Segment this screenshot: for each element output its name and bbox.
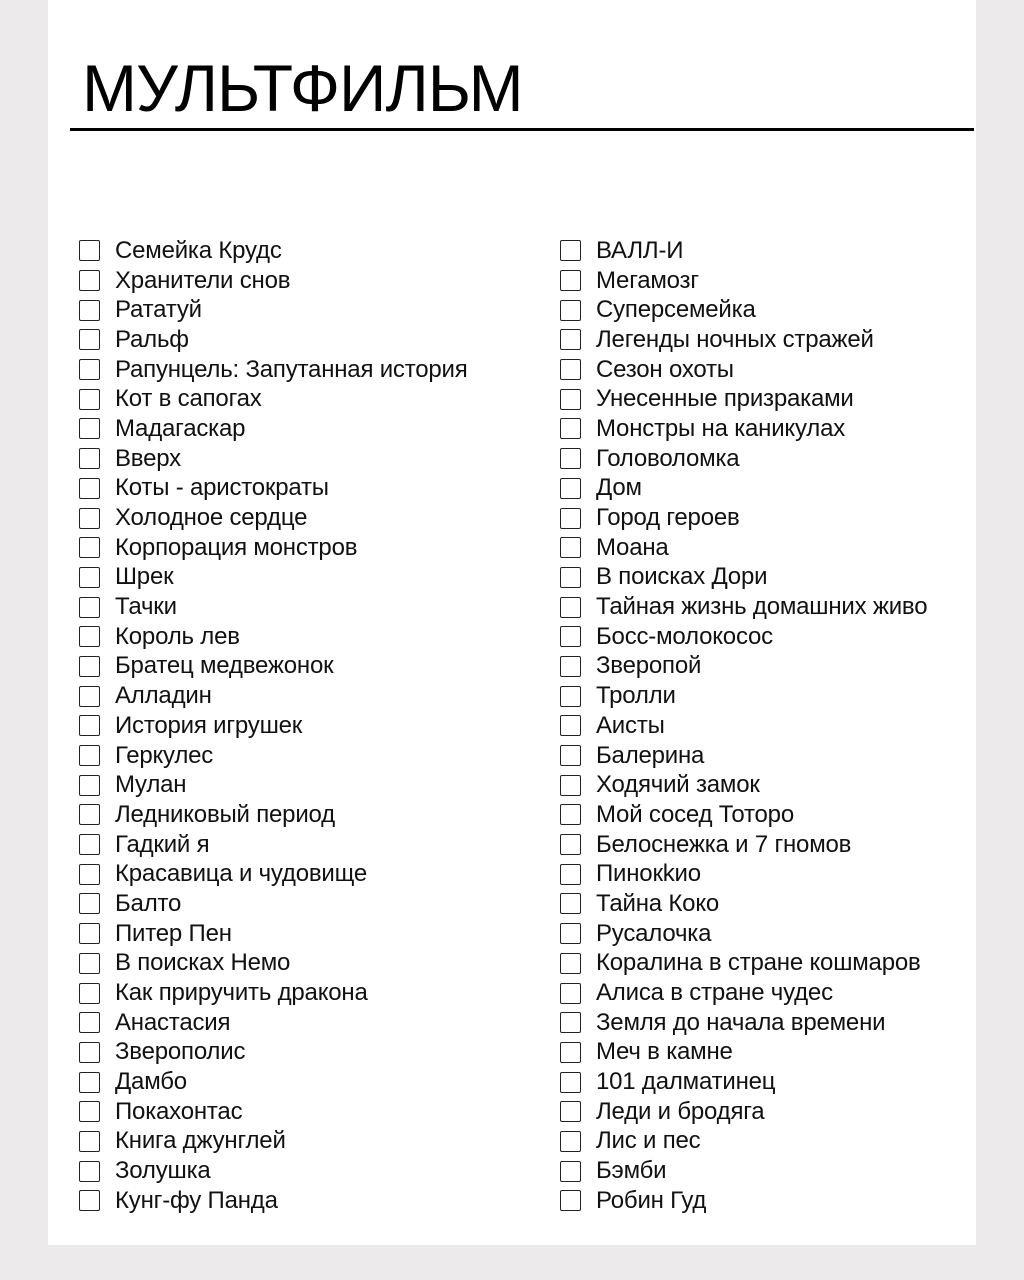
checklist-item-label: Город героев: [596, 504, 740, 532]
checklist-item: [79, 859, 549, 889]
checklist-item: [79, 355, 549, 385]
checklist-item-label: Унесенные призраками: [596, 385, 854, 413]
checkbox[interactable]: [79, 359, 100, 380]
checklist-item-label: Гадкий я: [115, 830, 210, 858]
checkbox[interactable]: [79, 1161, 100, 1182]
checkbox[interactable]: [560, 626, 581, 647]
checklist-item: [79, 741, 549, 771]
checklist-item: [560, 711, 976, 741]
checklist-item-label: Семейка Крудс: [115, 236, 282, 264]
checklist-item: [79, 830, 549, 860]
checkbox[interactable]: [79, 656, 100, 677]
checkbox[interactable]: [560, 478, 581, 499]
checklist-item: [560, 563, 976, 593]
checklist-item: [79, 266, 549, 296]
checklist-item: [560, 414, 976, 444]
checklist-item-label: Холодное сердце: [115, 504, 308, 532]
checkbox[interactable]: [560, 300, 581, 321]
checklist-item: [560, 622, 976, 652]
checklist-item: [560, 325, 976, 355]
checklist-item-label: Сезон охоты: [596, 355, 734, 383]
checklist-item: [560, 533, 976, 563]
checklist-item: [560, 800, 976, 830]
checklist-item-label: Книга джунглей: [115, 1127, 286, 1155]
checklist-item: [79, 1186, 549, 1216]
checklist-item-label: Шрек: [115, 563, 174, 591]
checklist-item: [560, 503, 976, 533]
checklist-item-label: Бэмби: [596, 1157, 667, 1185]
checkbox[interactable]: [560, 834, 581, 855]
checkbox[interactable]: [79, 745, 100, 766]
checkbox[interactable]: [560, 893, 581, 914]
checklist-item-label: Тролли: [596, 682, 676, 710]
checklist-item-label: Дом: [596, 474, 642, 502]
checklist-item-label: Корпорация монстров: [115, 533, 358, 561]
checkbox[interactable]: [79, 597, 100, 618]
checkbox[interactable]: [79, 448, 100, 469]
checklist-item: [560, 1008, 976, 1038]
checklist-item-label: ВАЛЛ-И: [596, 236, 684, 264]
checkbox[interactable]: [79, 567, 100, 588]
checkbox[interactable]: [79, 329, 100, 350]
checklist-item: [560, 770, 976, 800]
checklist-item: [79, 444, 549, 474]
checklist-item: [560, 236, 976, 266]
checklist-item: [79, 414, 549, 444]
checklist-item-label: Мадагаскар: [115, 414, 246, 442]
checklist-column-left: [79, 236, 549, 1216]
checkbox[interactable]: [79, 508, 100, 529]
checklist-item-label: Босс-молокосос: [596, 622, 773, 650]
checkbox[interactable]: [560, 775, 581, 796]
checkbox[interactable]: [79, 1101, 100, 1122]
checklist-item-label: Головоломка: [596, 444, 740, 472]
checkbox[interactable]: [79, 537, 100, 558]
checklist-item-label: Ральф: [115, 325, 189, 353]
checklist-item: [560, 859, 976, 889]
checkbox[interactable]: [79, 686, 100, 707]
checklist-item-label: Тайная жизнь домашних живо: [596, 593, 928, 621]
checklist-item-label: Пинокkио: [596, 860, 701, 888]
checklist-column-right: [560, 236, 976, 1216]
checklist-item: [79, 563, 549, 593]
checkbox[interactable]: [560, 240, 581, 261]
checklist-item-label: Кунг-фу Панда: [115, 1186, 278, 1214]
checklist-item-label: Красавица и чудовище: [115, 860, 368, 888]
checkbox[interactable]: [560, 567, 581, 588]
checkbox[interactable]: [560, 508, 581, 529]
checklist-item: [79, 949, 549, 979]
checklist-item: [79, 889, 549, 919]
checklist-item: [560, 741, 976, 771]
checklist-item-label: Братец медвежонок: [115, 652, 334, 680]
checklist-item: [79, 592, 549, 622]
checklist-item-label: Рататуй: [115, 296, 202, 324]
checkbox[interactable]: [560, 537, 581, 558]
checklist-item: [560, 830, 976, 860]
checklist-item-label: Леди и бродяга: [596, 1097, 765, 1125]
checklist-item: [79, 295, 549, 325]
checkbox[interactable]: [79, 389, 100, 410]
checklist-item: [79, 384, 549, 414]
checklist-item-label: Белоснежка и 7 гномов: [596, 830, 852, 858]
checklist-item-label: Кот в сапогах: [115, 385, 262, 413]
checklist-item: [79, 681, 549, 711]
checklist-item: [79, 236, 549, 266]
checkbox[interactable]: [79, 983, 100, 1004]
checkbox[interactable]: [560, 1161, 581, 1182]
checkbox[interactable]: [79, 626, 100, 647]
checklist-item-label: Земля до начала времени: [596, 1008, 886, 1036]
checkbox[interactable]: [79, 923, 100, 944]
checklist-item: [560, 1038, 976, 1068]
checklist-item: [560, 652, 976, 682]
checklist-item-label: Балерина: [596, 741, 705, 769]
checklist-item: [560, 681, 976, 711]
checklist-item-label: В поисках Немо: [115, 949, 291, 977]
title-underline: [70, 128, 974, 131]
checklist-item-label: Суперсемейка: [596, 296, 756, 324]
checklist-item-label: Тайна Коко: [596, 889, 720, 917]
checklist-item-label: Русалочка: [596, 919, 712, 947]
checkbox[interactable]: [560, 1012, 581, 1033]
checkbox[interactable]: [560, 745, 581, 766]
checklist-item: [79, 978, 549, 1008]
checkbox[interactable]: [560, 597, 581, 618]
checkbox[interactable]: [79, 804, 100, 825]
checkbox[interactable]: [560, 923, 581, 944]
checklist-item-label: Дамбо: [115, 1068, 187, 1096]
checklist-item: [560, 592, 976, 622]
checkbox[interactable]: [560, 329, 581, 350]
checklist-item: [560, 355, 976, 385]
checkbox[interactable]: [560, 864, 581, 885]
checklist-item-label: Коты - аристократы: [115, 474, 329, 502]
checklist-item: [560, 919, 976, 949]
checkbox[interactable]: [560, 715, 581, 736]
checklist-item-label: Мегамозг: [596, 266, 699, 294]
checkbox[interactable]: [560, 389, 581, 410]
checklist-item: [560, 1127, 976, 1157]
checkbox[interactable]: [79, 300, 100, 321]
checklist-item-label: Тачки: [115, 593, 177, 621]
checkbox[interactable]: [560, 1042, 581, 1063]
checklist-item: [79, 919, 549, 949]
checklist-item-label: Хранители снов: [115, 266, 291, 294]
checklist-item-label: 101 далматинец: [596, 1068, 776, 1096]
checklist-item: [560, 1156, 976, 1186]
checklist-item-label: Алиса в стране чудес: [596, 979, 833, 1007]
checklist-item: [79, 652, 549, 682]
checkbox[interactable]: [560, 448, 581, 469]
checklist-item-label: Меч в камне: [596, 1038, 733, 1066]
checklist-item: [560, 949, 976, 979]
checkbox[interactable]: [79, 834, 100, 855]
checklist-item: [79, 770, 549, 800]
checklist-item: [79, 533, 549, 563]
checkbox[interactable]: [560, 1190, 581, 1211]
checkbox[interactable]: [79, 418, 100, 439]
page-title: МУЛЬТФИЛЬМ: [82, 51, 523, 125]
checkbox[interactable]: [79, 1072, 100, 1093]
checklist-item-label: Мой сосед Тоторо: [596, 800, 794, 828]
checklist-item-label: Ледниковый период: [115, 800, 335, 828]
checklist-item: [79, 474, 549, 504]
checklist-item-label: Зверополис: [115, 1038, 246, 1066]
checklist-item-label: Монстры на каникулах: [596, 414, 846, 442]
checklist-item: [560, 295, 976, 325]
checkbox[interactable]: [79, 775, 100, 796]
checkbox[interactable]: [79, 1012, 100, 1033]
checklist-item: [79, 711, 549, 741]
checklist-item-label: Ходячий замок: [596, 771, 760, 799]
checklist-item: [79, 1038, 549, 1068]
checklist-item-label: Золушка: [115, 1157, 211, 1185]
checkbox[interactable]: [79, 953, 100, 974]
checklist-item-label: Балто: [115, 889, 182, 917]
checklist-item: [79, 800, 549, 830]
checkbox[interactable]: [560, 983, 581, 1004]
checklist-item-label: Как приручить дракона: [115, 979, 368, 1007]
checkbox[interactable]: [560, 1131, 581, 1152]
checklist-item-label: Зверопой: [596, 652, 702, 680]
checklist-item-label: Рапунцель: Запутанная история: [115, 355, 468, 383]
checklist-item: [560, 889, 976, 919]
checklist-item-label: Легенды ночных стражей: [596, 325, 874, 353]
checklist-item-label: Робин Гуд: [596, 1186, 707, 1214]
checklist-item: [79, 1127, 549, 1157]
checkbox[interactable]: [560, 418, 581, 439]
checklist-item-label: Аисты: [596, 711, 665, 739]
checklist-item-label: Геркулес: [115, 741, 214, 769]
checklist-item-label: Лис и пес: [596, 1127, 701, 1155]
checklist-item-label: Король лев: [115, 622, 240, 650]
checkbox[interactable]: [79, 1131, 100, 1152]
checklist-item: [79, 1097, 549, 1127]
checkbox[interactable]: [79, 270, 100, 291]
checkbox[interactable]: [79, 893, 100, 914]
checklist-item: [560, 384, 976, 414]
checklist-item-label: История игрушек: [115, 711, 303, 739]
checkbox[interactable]: [560, 270, 581, 291]
checklist-item-label: Мулан: [115, 771, 187, 799]
checklist-item: [79, 503, 549, 533]
checkbox[interactable]: [79, 1190, 100, 1211]
checklist-item: [560, 266, 976, 296]
checkbox[interactable]: [560, 686, 581, 707]
checkbox[interactable]: [79, 715, 100, 736]
checklist-item-label: Вверх: [115, 444, 181, 472]
checklist-item-label: В поисках Дори: [596, 563, 768, 591]
checklist-item: [79, 1067, 549, 1097]
checkbox[interactable]: [79, 864, 100, 885]
checkbox[interactable]: [560, 359, 581, 380]
checklist-item: [560, 1097, 976, 1127]
checklist-item-label: Моана: [596, 533, 669, 561]
checklist-item: [560, 978, 976, 1008]
checklist-item-label: Питер Пен: [115, 919, 232, 947]
checklist-item: [79, 622, 549, 652]
checkbox[interactable]: [560, 1072, 581, 1093]
checkbox[interactable]: [560, 804, 581, 825]
checklist-item: [560, 444, 976, 474]
checklist-item: [560, 474, 976, 504]
checklist-item: [79, 1156, 549, 1186]
checkbox[interactable]: [560, 953, 581, 974]
checklist-item: [79, 325, 549, 355]
checkbox[interactable]: [79, 1042, 100, 1063]
checkbox[interactable]: [79, 240, 100, 261]
checklist-item: [560, 1067, 976, 1097]
checklist-item-label: Коралина в стране кошмаров: [596, 949, 921, 977]
checklist-item-label: Покахонтас: [115, 1097, 243, 1125]
checklist-item-label: Алладин: [115, 682, 212, 710]
checkbox[interactable]: [79, 478, 100, 499]
checkbox[interactable]: [560, 656, 581, 677]
checklist-item-label: Анастасия: [115, 1008, 231, 1036]
checklist-item: [560, 1186, 976, 1216]
checkbox[interactable]: [560, 1101, 581, 1122]
checklist-item: [79, 1008, 549, 1038]
